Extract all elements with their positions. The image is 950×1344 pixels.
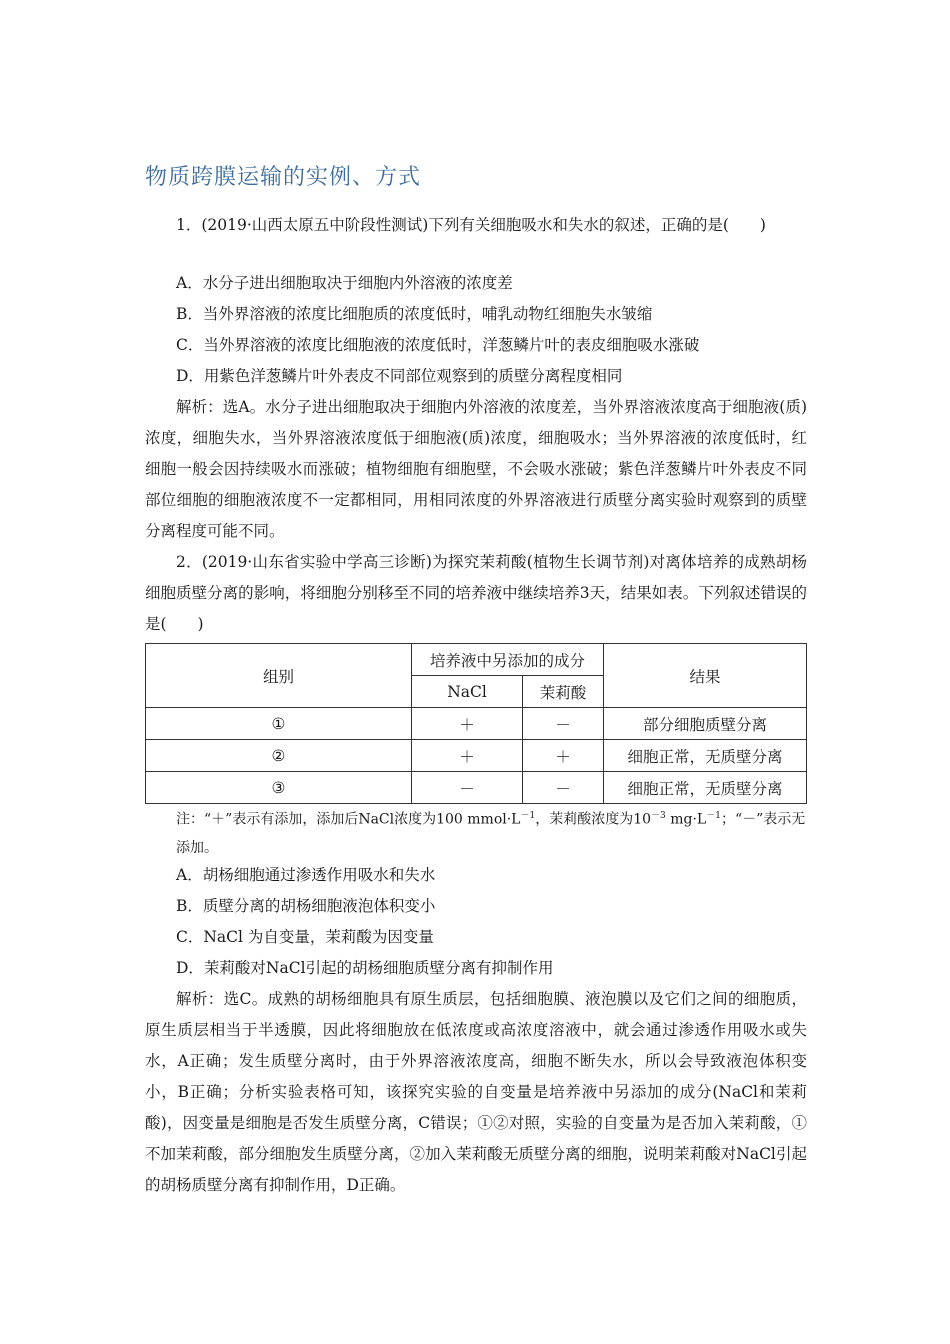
cell-result: 部分细胞质壁分离 [604, 708, 807, 740]
cell-nacl: ＋ [412, 708, 523, 740]
cell-group: ③ [146, 772, 412, 804]
cell-jasmonic: － [523, 708, 604, 740]
table-header-row [146, 644, 807, 676]
header-result: 结果 [604, 644, 807, 708]
table-note: 注：“＋”表示有添加，添加后NaCl浓度为100 $mmol\cdot L^{-1}$，茉莉酸浓度为$10^{-3}$ $mg\cdot L^{-1}$；“－”表示无添加。 [176, 811, 806, 856]
q1-option-c: C．当外界溶液的浓度比细胞液的浓度低时，洋葱鳞片叶的表皮细胞吸水涨破 [176, 336, 700, 354]
q2-option-c: C．NaCl 为自变量，茉莉酸为因变量 [176, 928, 434, 946]
header-group: 组别 [146, 644, 412, 708]
q1-stem: 1．(2019·山西太原五中阶段性测试)下列有关细胞吸水和失水的叙述，正确的是( ) [176, 216, 766, 234]
table-row [146, 708, 807, 740]
cell-nacl: － [412, 772, 523, 804]
cell-nacl: ＋ [412, 740, 523, 772]
header-added: 培养液中另添加的成分 [412, 644, 604, 676]
q2-analysis: 解析：选C。成熟的胡杨细胞具有原生质层，包括细胞膜、液泡膜以及它们之间的细胞质，原生质层相当于半透膜，因此将细胞放在低浓度或高浓度溶液中，就会通过渗透作用吸水或失水，A正确；发生质壁分离时，由于外界溶液浓度高，细胞不断失水，所以会导致液泡体积变小，B正确；分析实验表格可知，该探究实验的自变量是培养液中另添加的成分(NaCl和茉莉酸)，因变量是细胞是否发生质壁分离，C错误；①②对照，实验的自变量为是否加入茉莉酸，①不加茉莉酸，部分细胞发生质壁分离，②加入茉莉酸无质壁分离的细胞，说明茉莉酸对NaCl引起的胡杨质壁分离有抑制作用，D正确。 [145, 990, 807, 1194]
q2-stem: 2．(2019·山东省实验中学高三诊断)为探究茉莉酸(植物生长调节剂)对离体培养的成熟胡杨细胞质壁分离的影响，将细胞分别移至不同的培养液中继续培养3天，结果如表。下列叙述错误的是( ) [145, 553, 807, 633]
header-jasmonic: 茉莉酸 [523, 676, 604, 708]
cell-result: 细胞正常，无质壁分离 [604, 740, 807, 772]
table-row [146, 772, 807, 804]
cell-result: 细胞正常，无质壁分离 [604, 772, 807, 804]
cell-group: ① [146, 708, 412, 740]
q2-option-b: B．质壁分离的胡杨细胞液泡体积变小 [176, 897, 436, 915]
page-title: 物质跨膜运输的实例、方式 [145, 165, 422, 190]
cell-group: ② [146, 740, 412, 772]
results-table [145, 643, 807, 804]
q1-option-b: B．当外界溶液的浓度比细胞质的浓度低时，哺乳动物红细胞失水皱缩 [176, 305, 653, 323]
q1-option-d: D．用紫色洋葱鳞片叶外表皮不同部位观察到的质壁分离程度相同 [176, 367, 623, 385]
q2-option-a: A．胡杨细胞通过渗透作用吸水和失水 [176, 866, 436, 884]
q1-analysis: 解析：选A。水分子进出细胞取决于细胞内外溶液的浓度差，当外界溶液浓度高于细胞液(质)浓度，细胞失水，当外界溶液浓度低于细胞液(质)浓度，细胞吸水；当外界溶液的浓度低时，红细胞一般会因持续吸水而涨破；植物细胞有细胞壁，不会吸水涨破；紫色洋葱鳞片叶外表皮不同部位细胞的细胞液浓度不一定都相同，用相同浓度的外界溶液进行质壁分离实验时观察到的质壁分离程度可能不同。 [145, 398, 807, 540]
table-row [146, 740, 807, 772]
cell-jasmonic: － [523, 772, 604, 804]
q2-option-d: D．茉莉酸对NaCl引起的胡杨细胞质壁分离有抑制作用 [176, 959, 554, 977]
header-nacl: NaCl [412, 676, 523, 708]
q1-option-a: A．水分子进出细胞取决于细胞内外溶液的浓度差 [176, 274, 513, 292]
cell-jasmonic: ＋ [523, 740, 604, 772]
